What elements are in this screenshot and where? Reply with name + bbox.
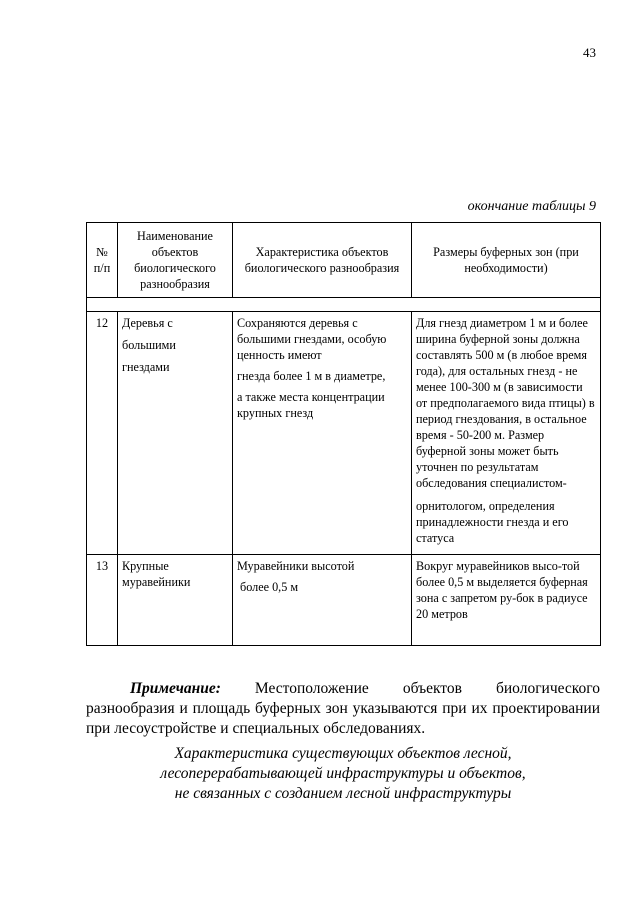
header-buffer-size: Размеры буферных зон (при необходимости) [412, 223, 601, 298]
characteristics-text: Муравейники высотой [237, 559, 355, 573]
biodiversity-table [86, 222, 601, 646]
section-title-line: не связанных с созданием лесной инфраструктуры [174, 785, 512, 802]
header-num: № п/п [87, 223, 118, 298]
characteristics-text: Сохраняются деревья с большими гнездами, особую ценность имеют [237, 316, 387, 362]
header-characteristics: Характеристика объектов биологического разнообразия [233, 223, 412, 298]
object-name-line: Крупные муравейники [122, 559, 191, 589]
buffer-size-cell [412, 555, 601, 646]
note-label: Примечание: [130, 679, 221, 697]
object-name-line: Деревья с [122, 316, 173, 330]
characteristics-text: гнезда более 1 м в диаметре, [237, 369, 386, 383]
section-title-line: Характеристика существующих объектов лесной, [174, 745, 512, 762]
object-name-cell [118, 312, 233, 555]
table-caption: окончание таблицы 9 [467, 199, 596, 214]
characteristics-text: более 0,5 м [240, 580, 299, 594]
buffer-size-text: Вокруг муравейников высо-той более 0,5 м выделяется буферная зона с запретом ру-бок в радиусе 20 метров [416, 559, 588, 621]
section-title [86, 744, 600, 804]
object-name-line: большими [122, 338, 176, 352]
buffer-size-text: орнитологом, определения принадлежности гнезда и его статуса [416, 499, 569, 545]
object-name-line: гнездами [122, 360, 170, 374]
table-row [87, 312, 601, 555]
header-name: Наименование объектов биологического разнообразия [118, 223, 233, 298]
table-header-row [87, 223, 601, 298]
characteristics-cell [233, 312, 412, 555]
page-number: 43 [583, 45, 596, 60]
note-text: Местоположение объектов биологического разнообразия и площадь буферных зон указываются при их проектировании при лесоустройстве и специальных обследованиях. [86, 679, 600, 737]
note-paragraph [86, 679, 600, 739]
object-name-cell [118, 555, 233, 646]
table-spacer-row [87, 298, 601, 312]
table-row [87, 555, 601, 646]
row-number: 13 [87, 555, 118, 646]
buffer-size-text: Для гнезд диаметром 1 м и более ширина буферной зоны должна составлять 500 м (в любое время года), для остальных гнезд - не менее 100-300 м (в зависимости от предполагаемого вида птицы) в период гнездования, в остальное время - 50-200 м. Размер буферной зоны может быть уточнен по результатам обследования специалистом- [416, 316, 595, 490]
row-number: 12 [87, 312, 118, 555]
spacer-cell [87, 298, 601, 312]
characteristics-cell [233, 555, 412, 646]
section-title-line: лесоперерабатывающей инфраструктуры и объектов, [160, 765, 526, 782]
characteristics-text: а также места концентрации крупных гнезд [237, 390, 385, 420]
buffer-size-cell [412, 312, 601, 555]
